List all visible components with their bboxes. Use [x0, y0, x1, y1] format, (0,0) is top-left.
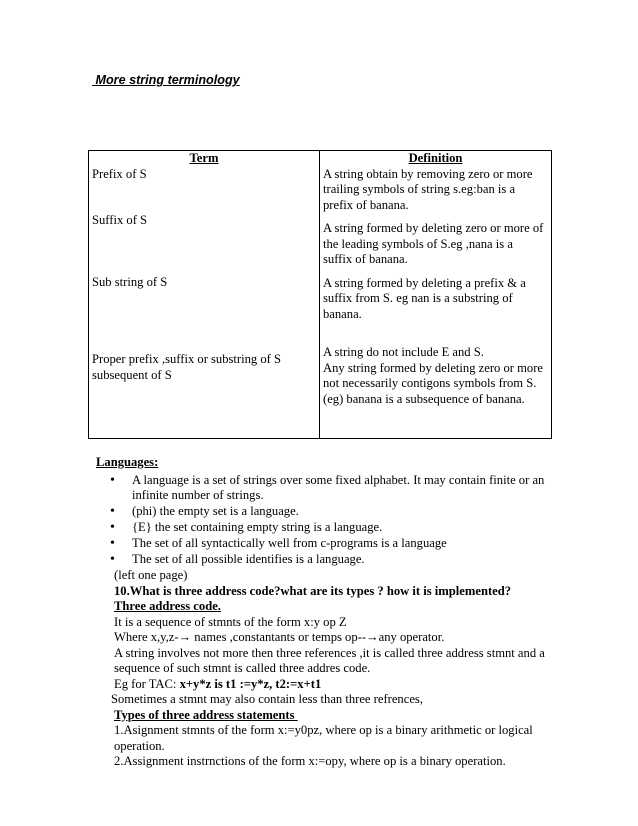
- page-heading: More string terminology: [92, 73, 240, 87]
- terminology-table: [88, 150, 552, 439]
- definition-column-header: Definition: [408, 151, 463, 165]
- languages-section: [96, 455, 566, 770]
- types-title: Types of three address statements: [114, 707, 298, 722]
- list-item: • {E} the set containing empty string is a language.: [132, 520, 566, 536]
- tac-line-2: Where x,y,z-→ names ,constantants or temps op--→any operator.: [114, 630, 445, 644]
- term-cell: [89, 151, 320, 439]
- tac-example: [114, 677, 566, 693]
- left-note: (left one page): [114, 568, 188, 582]
- tac-section: [96, 568, 566, 770]
- list-item: • (phi) the empty set is a language.: [132, 504, 566, 520]
- languages-title: Languages:: [96, 455, 159, 469]
- example-label: Eg for TAC:: [114, 676, 180, 691]
- list-item: • The set of all possible identifies is a language.: [132, 552, 566, 568]
- type-2: 2.Assignment instrnctions of the form x:=opy, where op is a binary operation.: [114, 754, 506, 768]
- term-prefix: Prefix of S: [92, 166, 147, 181]
- def-suffix: A string formed by deleting zero or more of the leading symbols of S.eg ,nana is a suffix of banana.: [323, 221, 544, 266]
- type-1: 1.Asignment stmnts of the form x:=y0pz, where op is a binary arithmetic or logical operation.: [114, 723, 533, 753]
- term-suffix: Suffix of S: [92, 213, 148, 227]
- def-substring: A string formed by deleting a prefix & a suffix from S. eg nan is a substring of banana.: [323, 275, 526, 321]
- term-column-header: Term: [189, 151, 219, 165]
- tac-line-1: It is a sequence of stmnts of the form x:y op Z: [114, 614, 347, 629]
- example-code: x+y*z is t1 :=y*z, t2:=x+t1: [179, 676, 322, 691]
- tac-title: Three address code.: [114, 599, 221, 613]
- tac-line-4: Sometimes a stmnt may also contain less than three refrences,: [111, 692, 423, 706]
- definition-cell: [320, 151, 552, 439]
- term-proper-subsequence: Proper prefix ,suffix or substring of S subsequent of S: [92, 352, 282, 382]
- def-prefix: A string obtain by removing zero or more trailing symbols of string s.eg:ban is a prefix of banana.: [323, 166, 533, 212]
- def-proper-subsequence: A string do not include E and S. Any string formed by deleting zero or more not necessarily contigons symbols from S. (eg) banana is a subsequence of banana.: [323, 345, 543, 406]
- list-item: • The set of all syntactically well from c-programs is a language: [132, 536, 566, 552]
- list-item: • A language is a set of strings over some fixed alphabet. It may contain finite or an infinite number of strings.: [132, 473, 566, 504]
- tac-line-3: A string involves not more then three references ,it is called three address stmnt and a sequence of such stmnt is called three addres code.: [114, 645, 545, 675]
- table-row: [89, 151, 552, 439]
- question-heading: 10.What is three address code?what are its types ? how it is implemented?: [114, 583, 512, 598]
- term-substring: Sub string of S: [92, 274, 168, 289]
- languages-list: [96, 473, 566, 568]
